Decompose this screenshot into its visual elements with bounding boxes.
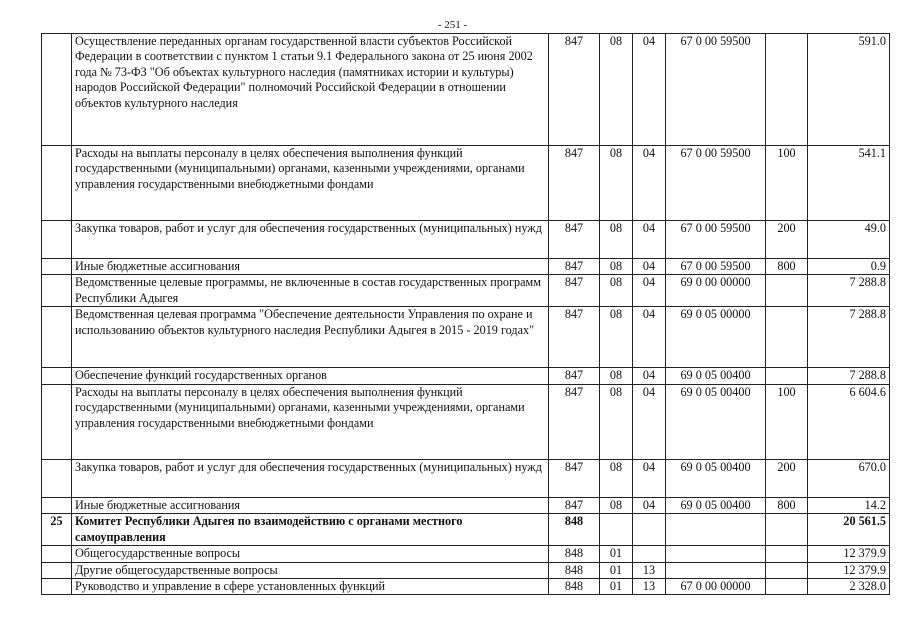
row-number [42, 579, 72, 595]
target-article-code: 67 0 00 00000 [666, 579, 766, 595]
row-name: Комитет Республики Адыгея по взаимодействию с органами местного самоуправления [72, 514, 549, 546]
expense-type-code: 800 [766, 497, 808, 513]
row-name: Закупка товаров, работ и услуг для обеспечения государственных (муниципальных) нужд [72, 221, 549, 259]
target-article-code: 69 0 05 00400 [666, 368, 766, 384]
row-number [42, 497, 72, 513]
row-number [42, 459, 72, 497]
dept-code: 847 [549, 459, 600, 497]
row-number [42, 259, 72, 275]
target-article-code: 69 0 05 00400 [666, 497, 766, 513]
row-name: Обеспечение функций государственных органов [72, 368, 549, 384]
amount: 12 379.9 [808, 546, 890, 562]
expense-type-code [766, 307, 808, 368]
target-article-code: 69 0 00 00000 [666, 275, 766, 307]
amount: 20 561.5 [808, 514, 890, 546]
row-number [42, 307, 72, 368]
amount: 591.0 [808, 34, 890, 146]
subsection-code: 13 [633, 579, 666, 595]
amount: 541.1 [808, 146, 890, 221]
subsection-code: 04 [633, 259, 666, 275]
table-row [42, 546, 890, 562]
amount: 7 288.8 [808, 368, 890, 384]
section-code: 08 [600, 368, 633, 384]
dept-code: 847 [549, 307, 600, 368]
expense-type-code: 200 [766, 221, 808, 259]
amount: 670.0 [808, 459, 890, 497]
row-name: Руководство и управление в сфере установленных функций [72, 579, 549, 595]
table-row [42, 259, 890, 275]
table-row [42, 307, 890, 368]
amount: 49.0 [808, 221, 890, 259]
row-number [42, 34, 72, 146]
row-number [42, 562, 72, 578]
dept-code: 847 [549, 497, 600, 513]
subsection-code: 04 [633, 497, 666, 513]
subsection-code: 04 [633, 307, 666, 368]
amount: 2 328.0 [808, 579, 890, 595]
target-article-code: 67 0 00 59500 [666, 146, 766, 221]
dept-code: 847 [549, 221, 600, 259]
subsection-code [633, 546, 666, 562]
row-name: Иные бюджетные ассигнования [72, 497, 549, 513]
dept-code: 848 [549, 579, 600, 595]
subsection-code: 04 [633, 459, 666, 497]
row-number [42, 146, 72, 221]
subsection-code [633, 514, 666, 546]
table-row [42, 34, 890, 146]
subsection-code: 04 [633, 384, 666, 459]
table-row [42, 562, 890, 578]
table-row [42, 368, 890, 384]
expense-type-code [766, 34, 808, 146]
budget-table [41, 33, 890, 595]
section-code: 08 [600, 259, 633, 275]
target-article-code [666, 546, 766, 562]
target-article-code: 67 0 00 59500 [666, 259, 766, 275]
section-code: 01 [600, 579, 633, 595]
row-name: Другие общегосударственные вопросы [72, 562, 549, 578]
dept-code: 847 [549, 368, 600, 384]
section-code: 08 [600, 221, 633, 259]
row-name: Иные бюджетные ассигнования [72, 259, 549, 275]
section-code: 08 [600, 275, 633, 307]
target-article-code: 67 0 00 59500 [666, 34, 766, 146]
amount: 7 288.8 [808, 275, 890, 307]
expense-type-code [766, 562, 808, 578]
row-number [42, 384, 72, 459]
table-row [42, 275, 890, 307]
row-name: Ведомственная целевая программа "Обеспечение деятельности Управления по охране и использованию объектов культурного наследия Республики Адыгея в 2015 - 2019 годах" [72, 307, 549, 368]
row-number: 25 [42, 514, 72, 546]
amount: 14.2 [808, 497, 890, 513]
expense-type-code: 100 [766, 146, 808, 221]
target-article-code [666, 514, 766, 546]
target-article-code [666, 562, 766, 578]
subsection-code: 04 [633, 275, 666, 307]
row-name: Осуществление переданных органам государственной власти субъектов Российской Федерации в соответствии с пунктом 1 статьи 9.1 Федерального закона от 25 июня 2002 года № 73-ФЗ "Об объектах культурного наследия (памятниках истории и культуры) народов Российской Федерации" полномочий Российской Федерации в отношении объектов культурного наследия [72, 34, 549, 146]
amount: 6 604.6 [808, 384, 890, 459]
amount: 7 288.8 [808, 307, 890, 368]
expense-type-code: 800 [766, 259, 808, 275]
dept-code: 847 [549, 384, 600, 459]
section-code: 08 [600, 307, 633, 368]
target-article-code: 69 0 05 00400 [666, 384, 766, 459]
subsection-code: 04 [633, 221, 666, 259]
table-row [42, 514, 890, 546]
row-name: Общегосударственные вопросы [72, 546, 549, 562]
subsection-code: 13 [633, 562, 666, 578]
dept-code: 847 [549, 34, 600, 146]
expense-type-code [766, 579, 808, 595]
table-row [42, 221, 890, 259]
expense-type-code: 100 [766, 384, 808, 459]
dept-code: 848 [549, 546, 600, 562]
dept-code: 848 [549, 514, 600, 546]
row-name: Расходы на выплаты персоналу в целях обеспечения выполнения функций государственными (муниципальными) органами, казенными учреждениями, органами управления государственными внебюджетными фондами [72, 384, 549, 459]
expense-type-code [766, 546, 808, 562]
amount: 12 379.9 [808, 562, 890, 578]
section-code: 08 [600, 384, 633, 459]
expense-type-code [766, 368, 808, 384]
expense-type-code [766, 275, 808, 307]
expense-type-code: 200 [766, 459, 808, 497]
row-number [42, 275, 72, 307]
table-row [42, 579, 890, 595]
subsection-code: 04 [633, 146, 666, 221]
section-code [600, 514, 633, 546]
table-row [42, 497, 890, 513]
section-code: 08 [600, 459, 633, 497]
section-code: 08 [600, 146, 633, 221]
table-row [42, 384, 890, 459]
row-number [42, 221, 72, 259]
table-row [42, 146, 890, 221]
dept-code: 848 [549, 562, 600, 578]
section-code: 01 [600, 562, 633, 578]
section-code: 08 [600, 34, 633, 146]
row-name: Ведомственные целевые программы, не включенные в состав государственных программ Республики Адыгея [72, 275, 549, 307]
target-article-code: 69 0 05 00400 [666, 459, 766, 497]
subsection-code: 04 [633, 368, 666, 384]
amount: 0.9 [808, 259, 890, 275]
section-code: 08 [600, 497, 633, 513]
table-row [42, 459, 890, 497]
dept-code: 847 [549, 259, 600, 275]
subsection-code: 04 [633, 34, 666, 146]
row-number [42, 546, 72, 562]
row-name: Закупка товаров, работ и услуг для обеспечения государственных (муниципальных) нужд [72, 459, 549, 497]
section-code: 01 [600, 546, 633, 562]
row-name: Расходы на выплаты персоналу в целях обеспечения выполнения функций государственными (муниципальными) органами, казенными учреждениями, органами управления государственными внебюджетными фондами [72, 146, 549, 221]
dept-code: 847 [549, 146, 600, 221]
expense-type-code [766, 514, 808, 546]
target-article-code: 69 0 05 00000 [666, 307, 766, 368]
target-article-code: 67 0 00 59500 [666, 221, 766, 259]
row-number [42, 368, 72, 384]
page-number: - 251 - [437, 19, 468, 31]
dept-code: 847 [549, 275, 600, 307]
